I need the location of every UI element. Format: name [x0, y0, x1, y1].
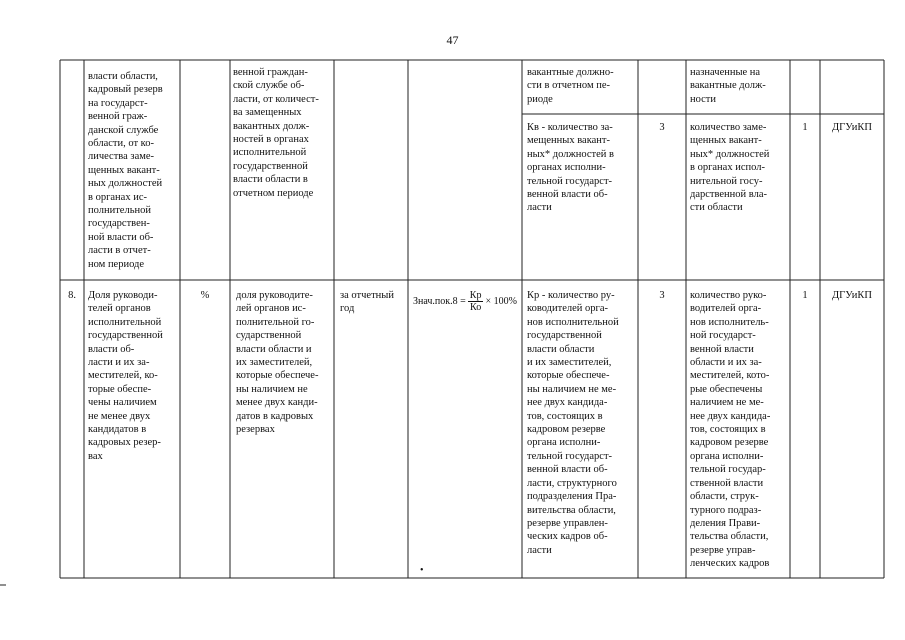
period: за отчетный год — [340, 290, 394, 315]
prev-variable-continuation: вакантные должно- сти в отчетном пе- риоде — [527, 67, 614, 105]
prev-source-continuation: назначенные на вакантные долж- ности — [690, 67, 766, 105]
responsible-kv: ДГУиКП — [832, 122, 872, 133]
source-kv: количество заме- щенных вакант- ных* должностей в органах испол- нительной госу- дарственной вла- сти области — [690, 122, 770, 214]
source-kv-code: 1 — [802, 122, 808, 133]
formula-numerator: Кр — [469, 289, 482, 301]
responsible-kr: ДГУиКП — [832, 290, 872, 301]
prev-indicator-name: власти области, кадровый резерв на государст- венной граж- данской службе области, от ко- личества заме- щенных вакант- ных должностей в органах ис- полнительной государствен- ной власти об- ласти в отчет- ном периоде — [88, 71, 163, 270]
variable-kr: Кр - количество ру- ководителей орга- нов исполнительной государственной власти области и их заместителей, которые обеспече- ны наличием не ме- нее двух кандида- тов, состоящих в кадровом резерве органа исполни- тельной государст- венной власти об- ласти, структурного подразделения Пра- вительства области, резерве управлен- ческих кадров об- ласти — [527, 290, 619, 556]
formula-denominator: Ко — [470, 301, 482, 313]
scan-dot: • — [420, 565, 424, 576]
formula-fraction — [468, 290, 484, 313]
variable-kv: Кв - количество за- мещенных вакант- ных* должностей в органах исполни- тельной государст- венной власти об- ласти — [527, 122, 614, 214]
indicator-name: Доля руководи- телей органов исполнительной государственной власти об- ласти и их за- местителей, ко- торые обеспе- чены наличием не менее двух кандидатов в кадровых резер- вах — [88, 290, 163, 462]
source-kr: количество руко- водителей орга- нов исполнитель- ной государст- венной власти области и их за- местителей, кото- рые обеспечены наличием не ме- нее двух кандида- тов, состоящих в кадровом резерве органа исполни- тельной государ- ственной власти области, струк- турного подраз- деления Прави- тельства области, резерве управ- ленческих кадров — [690, 290, 771, 570]
formula — [413, 288, 517, 314]
indicator-definition: доля руководите- лей органов ис- полнительной го- сударственной власти области и их заместителей, которые обеспече- ны наличием не менее двух канди- датов в кадровых резервах — [236, 290, 319, 436]
prev-indicator-definition: венной граждан- ской службе об- ласти, от количест- ва замещенных вакантных долж- ностей в органах исполнительной государственной власти области в отчетном периоде — [233, 67, 319, 199]
variable-kv-code: 3 — [659, 122, 665, 133]
page-number: 47 — [446, 33, 459, 47]
formula-prefix: Знач.пок.8 = — [413, 295, 466, 307]
row-number: 8. — [68, 290, 76, 301]
variable-kr-code: 3 — [659, 290, 665, 301]
formula-suffix: × 100% — [485, 295, 517, 307]
unit: % — [200, 290, 210, 301]
source-kr-code: 1 — [802, 290, 808, 301]
